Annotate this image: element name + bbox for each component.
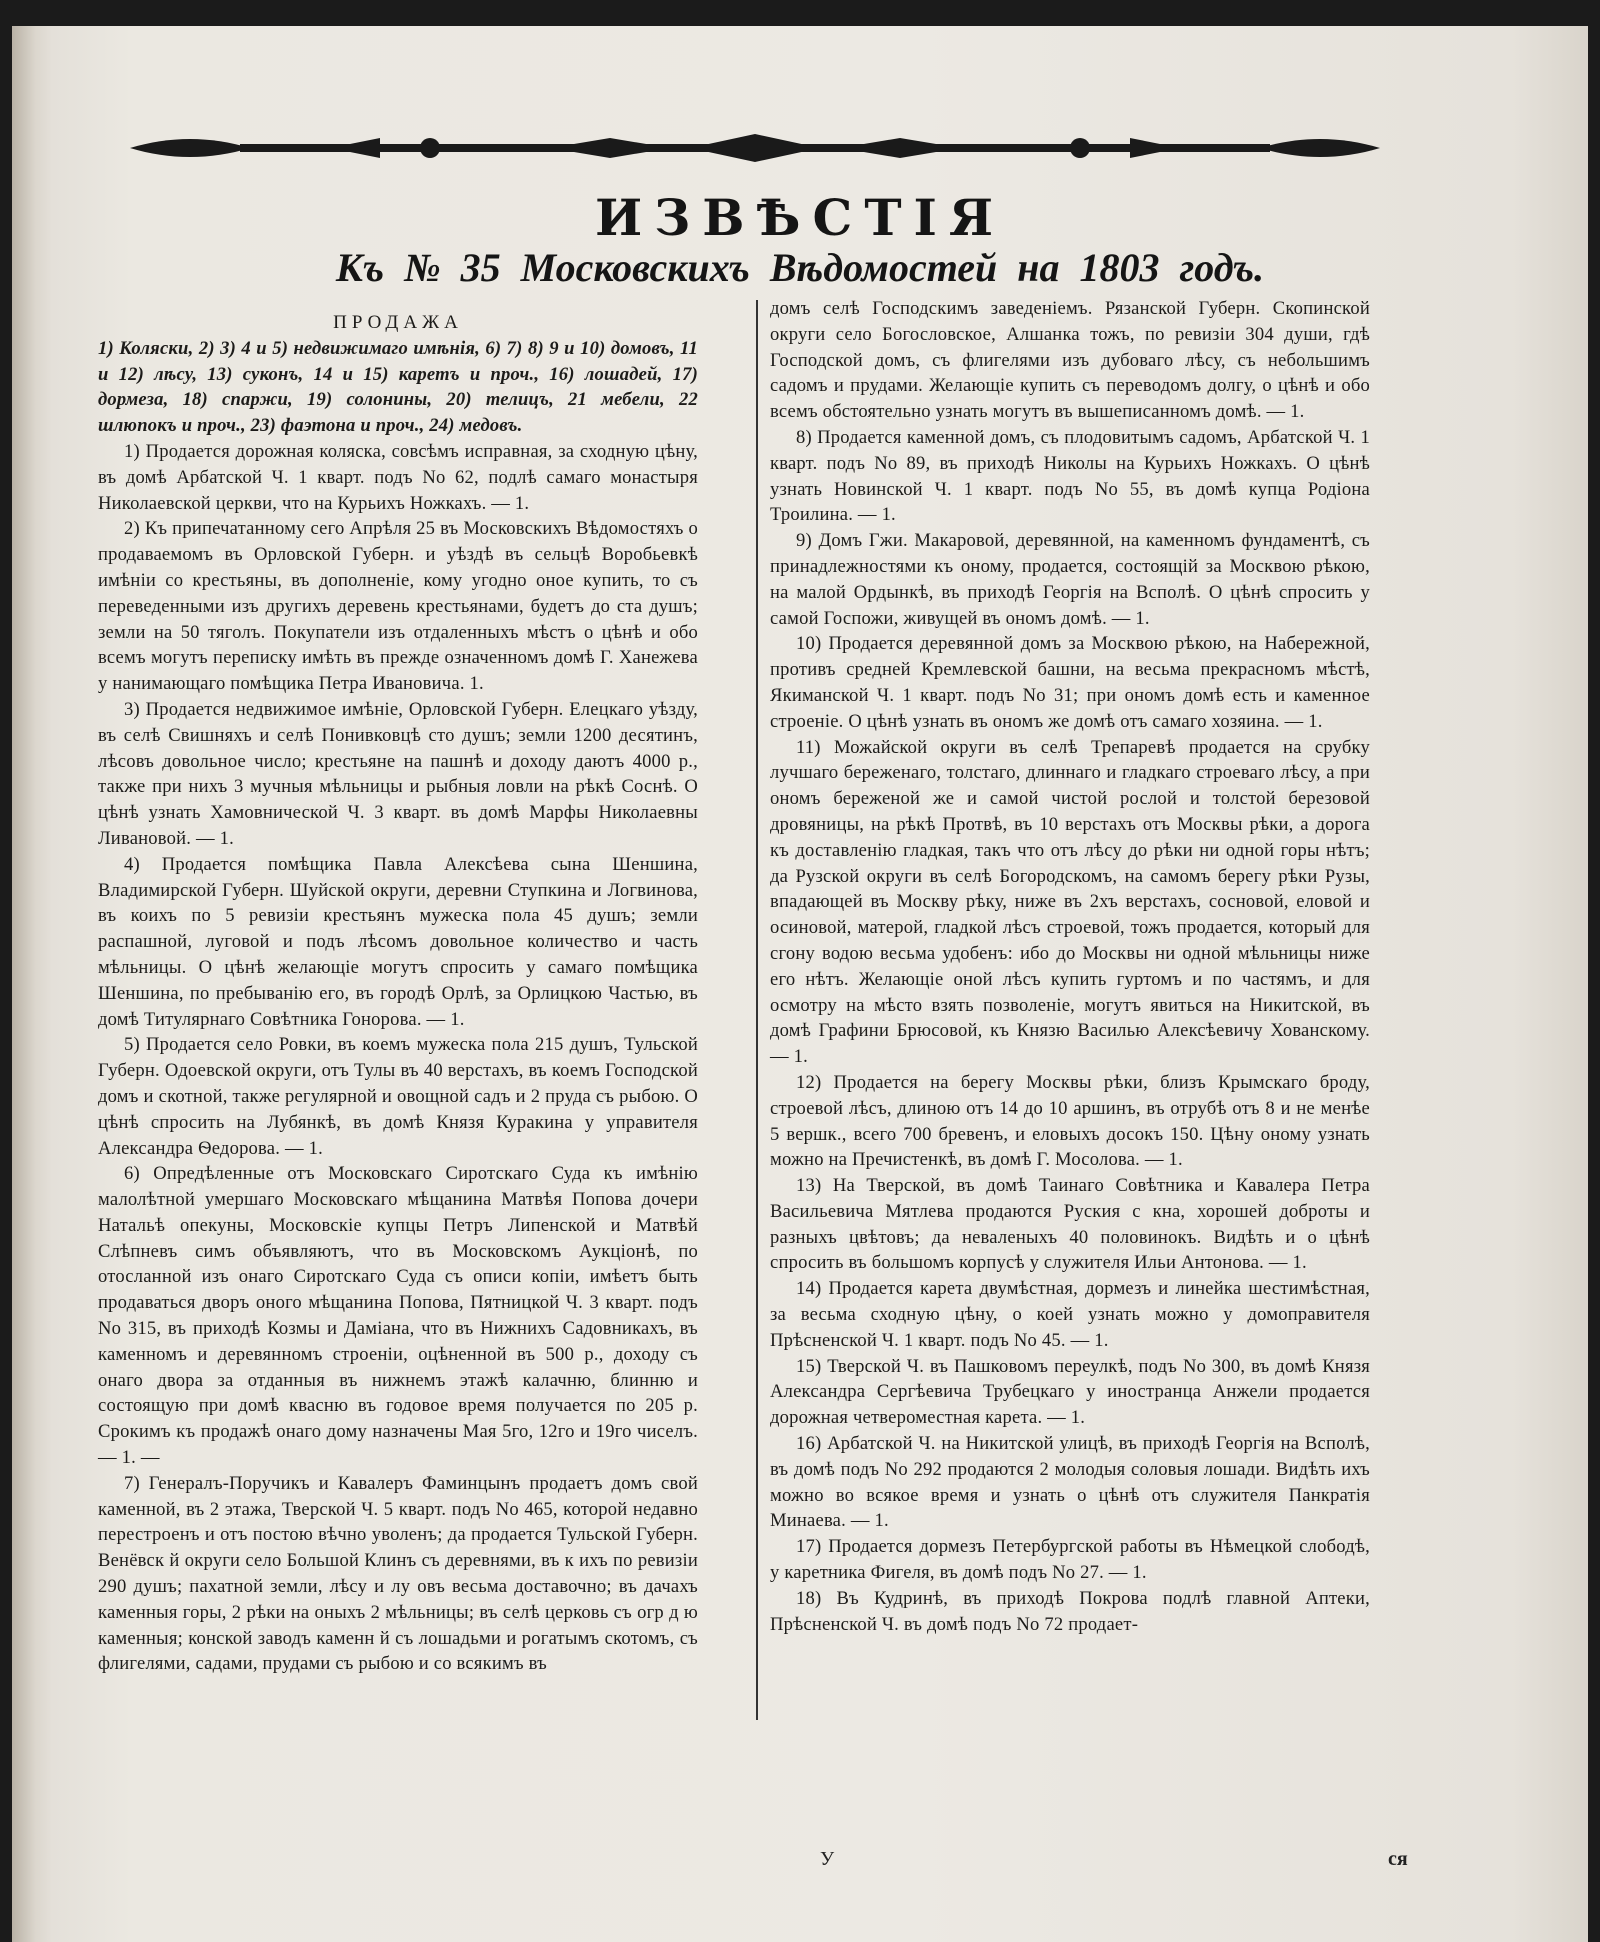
page-title: ИЗВѢСТІЯ: [594, 188, 1006, 247]
left-column: [98, 310, 698, 1677]
notice-item: 9) Домъ Гжи. Макаровой, деревянной, на каменномъ фундаментѣ, съ принадлежностями къ оному, продается, состоящій за Москвою рѣкою, на малой Ордынкѣ, въ приходѣ Георгія на Всполѣ. О цѣнѣ спросить у самой Госпожи, живущей въ ономъ домѣ. — 1.: [770, 530, 1370, 629]
notice-item: 15) Тверской Ч. въ Пашковомъ переулкѣ, подъ No 300, въ домѣ Князя Александра Сергѣевича Трубецкаго у иностранца Анжели продается дорожная четвероместная карета. — 1.: [770, 1355, 1370, 1429]
notice-item: 14) Продается карета двумѣстная, дормезъ и линейка шестимѣстная, за весьма сходную цѣну, о коей узнать можно у домоправителя Прѣсненской Ч. 1 кварт. подъ No 45. — 1.: [770, 1278, 1370, 1351]
notice-item: 5) Продается село Ровки, въ коемъ мужеска пола 215 душъ, Тульской Губерн. Одоевской округи, отъ Тулы въ 40 верстахъ, въ коемъ Господской домъ и скотной, также регулярной и овощной садъ и 2 пруда съ рыбою. О цѣнѣ спросить на Лубянкѣ, въ домѣ Князя Куракина у управителя Александра Ѳедорова. — 1.: [98, 1034, 698, 1159]
notice-item: 17) Продается дормезъ Петербургской работы въ Нѣмецкой слободѣ, у каретника Фигеля, въ домѣ подъ No 27. — 1.: [770, 1536, 1370, 1584]
notice-item: 7) Генералъ-Поручикъ и Кавалеръ Фаминцынъ продаетъ домъ свой каменной, въ 2 этажа, Тверской Ч. 5 кварт. подъ No 465, которой недавно перестроенъ и отъ постою вѣчно уволенъ; да продается Тульской Губерн. Венёвск й округи село Большой Клинъ съ деревнями, въ к ихъ по ревизіи 290 душъ; пахатной земли, лѣсу и лу овъ весьма доставочно; въ дачахъ каменныя горы, 2 рѣки на оныхъ 2 мѣльницы; въ селѣ церковь съ огр д ю каменныя; конской заводъ каменн й съ лошадьми и рогатымъ скотомъ, съ флигелями, садами, прудами съ рыбою и со всякимъ въ: [98, 1472, 698, 1675]
continued-notice: домъ селѣ Господскимъ заведеніемъ. Рязанской Губерн. Скопинской округи село Богословское, Алшанка тожъ, по ревизіи 304 души, гдѣ Господской домъ, съ флигелями изъ дубоваго лѣсу, съ небольшимъ садомъ и прудами. Желающіе купить съ переводомъ долгу, о цѣнѣ и обо всемъ обстоятельно узнать могутъ въ вышеписанномъ домѣ. — 1.: [770, 298, 1370, 423]
notice-item: 8) Продается каменной домъ, съ плодовитымъ садомъ, Арбатской Ч. 1 кварт. подъ No 89, въ приходѣ Николы на Курьихъ Ножкахъ. О цѣнѣ узнать Новинской Ч. 1 кварт. подъ No 55, въ домѣ купца Родіона Троилина. — 1.: [770, 426, 1370, 526]
notice-item: 18) Въ Кудринѣ, въ приходѣ Покрова подлѣ главной Аптеки, Прѣсненской Ч. въ домѣ подъ No 72 продает-: [770, 1587, 1370, 1635]
notice-item: 16) Арбатской Ч. на Никитской улицѣ, въ приходѣ Георгія на Всполѣ, въ домѣ подъ No 292 продаются 2 молодыя соловыя лошади. Видѣть ихъ можно во всякое время и узнать о цѣнѣ отъ служителя Панкратія Минаева. — 1.: [770, 1433, 1370, 1532]
catch-word: ся: [1388, 1848, 1408, 1870]
page-fold-shadow: [12, 26, 52, 1942]
column-divider: [756, 300, 758, 1720]
right-column: [770, 296, 1370, 1637]
notice-item: 1) Продается дорожная коляска, совсѣмъ исправная, за сходную цѣну, въ домѣ Арбатской Ч. 1 кварт. подъ No 62, подлѣ самаго монастыря Николаевской церкви, что на Курьихъ Ножкахъ. — 1.: [98, 440, 698, 514]
decorative-rule-ornament: [130, 132, 1380, 164]
notice-item: 12) Продается на берегу Москвы рѣки, близъ Крымскаго броду, строевой лѣсъ, длиною отъ 14 до 10 аршинъ, въ отрубѣ отъ 8 и не менѣе 5 вершк., всего 700 бревенъ, и еловыхъ досокъ 150. Цѣну оному узнать можно на Пречистенкѣ, въ домѣ Г. Мосолова. — 1.: [770, 1071, 1370, 1171]
notice-item: 10) Продается деревянной домъ за Москвою рѣкою, на Набережной, противъ средней Кремлевской башни, на весьма прекрасномъ мѣстѣ, Якиманской Ч. 1 кварт. подъ No 31; при ономъ домѣ есть и каменное строеніе. О цѣнѣ узнать въ ономъ же домѣ отъ самаго хозяина. — 1.: [770, 633, 1370, 732]
notice-item: 11) Можайской округи въ селѣ Трепаревѣ продается на срубку лучшаго береженаго, толстаго, длиннаго и гладкаго строеваго лѣсу, а при ономъ береженой же и самой чистой рослой и толстой березовой дровяницы, на рѣкѣ Протвѣ, въ 10 верстахъ отъ Москвы рѣки, а дорога къ доставленію гладкая, такъ что отъ лѣсу до рѣки ни одной горы нѣтъ; да Рузской округи въ селѣ Богородскомъ, на самомъ берегу рѣки Рузы, впадающей въ Москву рѣку, ниже въ 2хъ верстахъ, сосновой, еловой и осиновой, матерой, гладкой лѣсъ строевой, тожъ продается, который для сгону водою весьма удобенъ: ибо до Москвы ни одной мѣльницы ниже его нѣтъ. Желающіе оной лѣсъ купить гуртомъ и по частямъ, и для осмотру на мѣсто взять позволеніе, могутъ явиться на Никитской, въ домѣ Графини Брюсовой, къ Князю Василью Алексѣевичу Хованскому. — 1.: [770, 736, 1370, 1068]
page-subtitle: Къ № 35 Московскихъ Вѣдомостей на 1803 годъ.: [335, 245, 1265, 290]
notice-item: 4) Продается помѣщика Павла Алексѣева сына Шеншина, Владимирской Губерн. Шуйской округи, деревни Ступкина и Логвинова, въ коихъ по 5 ревизіи крестьянъ мужеска пола 45 душъ; земли распашной, луговой и подъ лѣсомъ довольное количество и часть мѣльницы. О цѣнѣ желающіе могутъ спросить у самаго помѣщика Шеншина, по пребыванію его, въ городѣ Орлѣ, за Орлицкою Частью, въ домѣ Титулярнаго Совѣтника Гонорова. — 1.: [98, 853, 698, 1030]
sale-index: 1) Коляски, 2) 3) 4 и 5) недвижимаго имѣнія, 6) 7) 8) 9 и 10) домовъ, 11 и 12) лѣсу, 13) суконъ, 14 и 15) каретъ и проч., 16) лошадей, 17) дормеза, 18) спаржи, 19) солонины, 20) телицъ, 21 мебели, 22 шлюпокъ и проч., 23) фаэтона и проч., 24) медовъ.: [98, 337, 698, 437]
notice-item: 6) Опредѣленные отъ Московскаго Сиротскаго Суда къ имѣнію малолѣтной умершаго Московскаго мѣщанина Матвѣя Попова дочери Натальѣ опекуны, Московскіе купцы Петръ Липенской и Матвѣй Слѣпневъ симъ объявляютъ, что въ Московскомъ Аукціонѣ, по отосланной изъ онаго Сиротскаго Суда съ описи копіи, имѣетъ быть продаваться дворъ оного мѣщанина Попова, Пятницкой Ч. 3 кварт. подъ No 315, въ приходѣ Козмы и Даміана, что въ Нижнихъ Садовникахъ, въ каменномъ и деревянномъ строеніи, оцѣненной въ 500 р., доходу съ онаго двора за отданныя въ нижнемъ этажѣ калачню, блинню и состоящую при домѣ квасню въ годовое время получается по 205 р. Срокимъ къ продажѣ онаго дому назначены Мая 5го, 12го и 19го чиселъ. — 1. —: [98, 1163, 698, 1469]
notice-item: 2) Къ припечатанному сего Апрѣля 25 въ Московскихъ Вѣдомостяхъ о продаваемомъ въ Орловской Губерн. и уѣздѣ въ сельцѣ Воробьевкѣ имѣніи со крестьяны, въ дополненіе, кому угодно оное купить, то съ переведенными изъ другихъ деревень крестьянами, будетъ до ста душъ; земли на 50 тяголъ. Покупатели изъ отдаленныхъ мѣстъ о цѣнѣ и обо всемъ могутъ переписку имѣть въ прежде означенномъ домѣ Г. Ханежева у нанимающаго помѣщика Петра Ивановича. 1.: [98, 518, 698, 695]
section-title: ПРОДАЖА: [333, 312, 463, 333]
signature-mark: У: [820, 1848, 835, 1870]
notice-item: 13) На Тверской, въ домѣ Таинаго Совѣтника и Кавалера Петра Васильевича Мятлева продаются Руския с кна, хорошей доброты и разныхъ цвѣтовъ; да неваленыхъ 40 половинокъ. Видѣть и о цѣнѣ спросить въ большомъ корпусѣ у служителя Ильи Антонова. — 1.: [770, 1175, 1370, 1274]
notice-item: 3) Продается недвижимое имѣніе, Орловской Губерн. Елецкаго уѣзду, въ селѣ Свишняхъ и селѣ Понивковцѣ сто душъ; земли 1200 десятинъ, лѣсовъ довольное число; крестьяне на пашнѣ и доходу даютъ 4000 р., также при нихъ 3 мучныя мѣльницы и рыбныя ловли на рѣкѣ Соснѣ. О цѣнѣ узнать Хамовнической Ч. 3 кварт. въ домѣ Марфы Николаевны Ливановой. — 1.: [98, 698, 698, 849]
